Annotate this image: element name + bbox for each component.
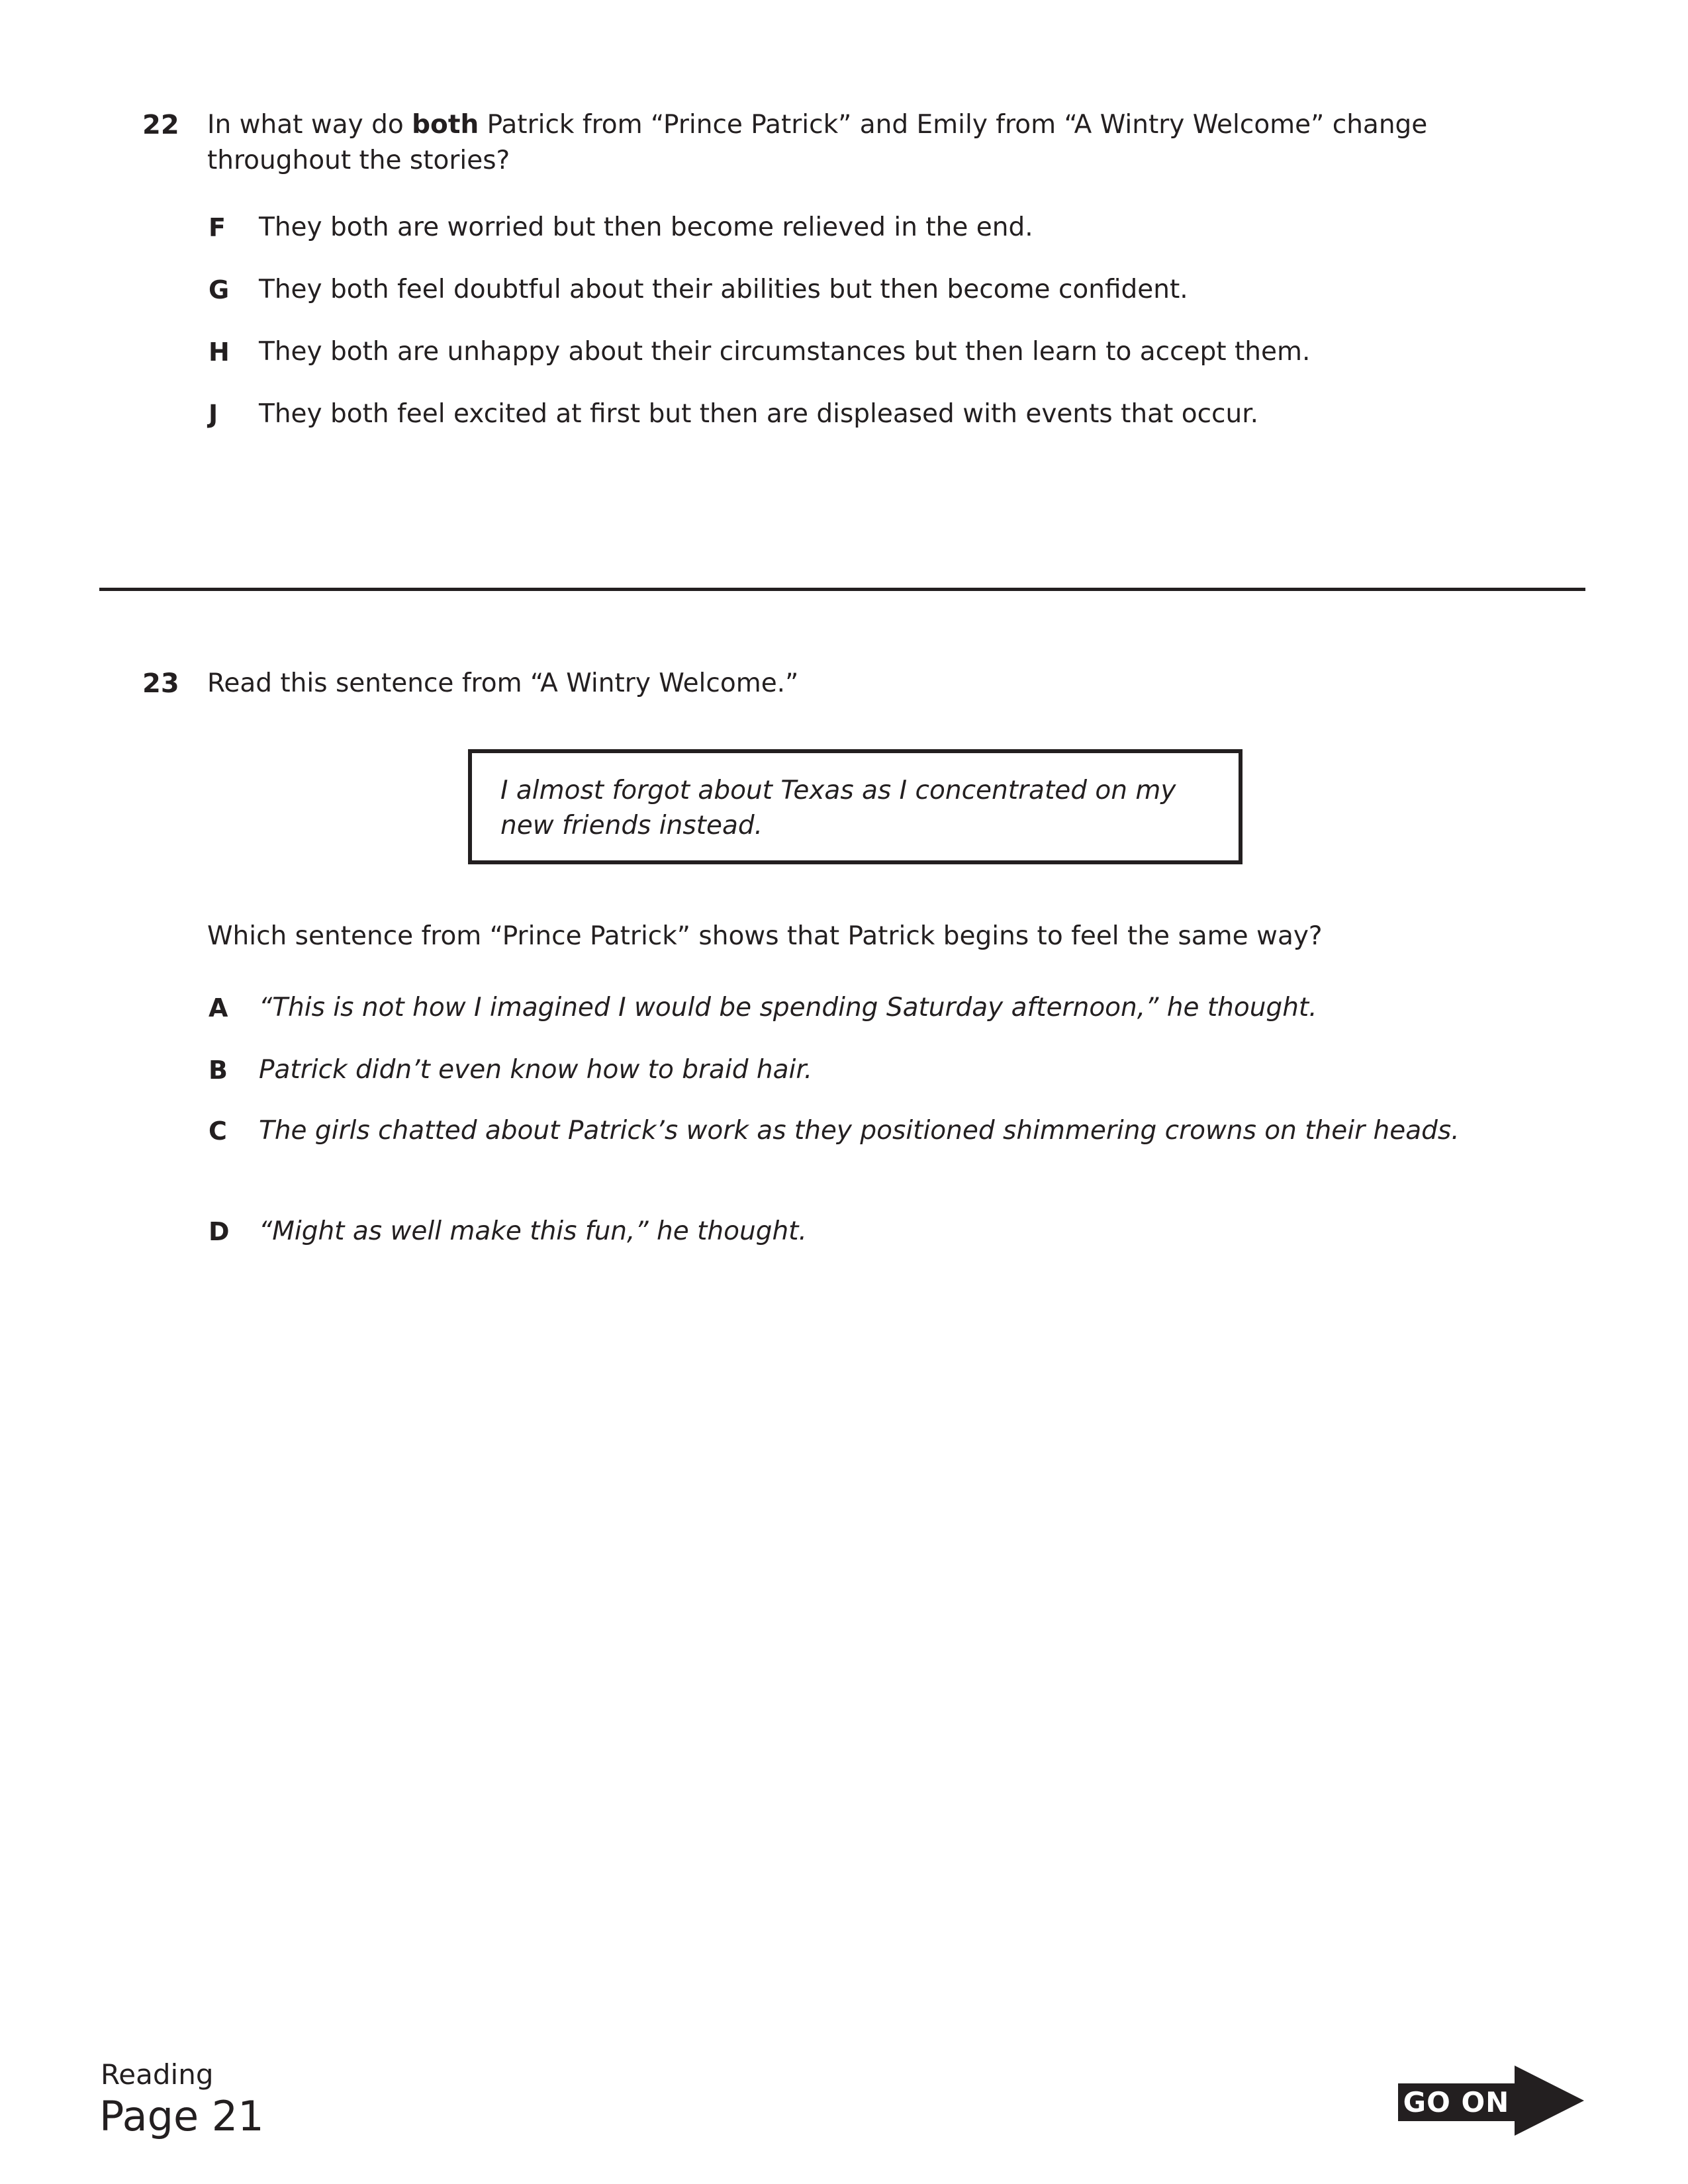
choice-row-f bbox=[209, 210, 1517, 246]
choice-row-a bbox=[209, 990, 1517, 1026]
choice-row-h bbox=[209, 334, 1517, 370]
section-divider bbox=[99, 588, 1585, 591]
choice-text-h: They both are unhappy about their circumstances but then learn to accept them. bbox=[259, 337, 1311, 367]
go-on-badge bbox=[1398, 2083, 1515, 2121]
choice-letter-a: A bbox=[209, 993, 228, 1023]
choice-text-j: They both feel excited at first but then are displeased with events that occur. bbox=[259, 399, 1259, 429]
choice-letter-d: D bbox=[209, 1217, 230, 1246]
choice-row-b bbox=[209, 1052, 1517, 1088]
choice-text-g: They both feel doubtful about their abilities but then become confident. bbox=[259, 275, 1188, 304]
question-23 bbox=[142, 666, 1531, 702]
choice-text-f: They both are worried but then become relieved in the end. bbox=[259, 212, 1033, 242]
choice-letter-h: H bbox=[209, 338, 230, 367]
question-23-stem: Which sentence from “Prince Patrick” shows that Patrick begins to feel the same way? bbox=[207, 921, 1323, 951]
choice-row-c bbox=[209, 1113, 1517, 1149]
go-on-arrow-icon bbox=[1515, 2066, 1584, 2136]
question-23-number: 23 bbox=[142, 668, 179, 699]
question-23-prompt: Read this sentence from “A Wintry Welcome.” bbox=[207, 668, 799, 698]
go-on-label: GO ON bbox=[1403, 2086, 1510, 2118]
question-22-prompt-post: Patrick from “Prince Patrick” and Emily from “A Wintry Welcome” change throughout the stories? bbox=[207, 110, 1428, 175]
question-22-prompt-pre: In what way do bbox=[207, 110, 412, 140]
choice-letter-b: B bbox=[209, 1056, 228, 1085]
choice-text-b: Patrick didn’t even know how to braid hair. bbox=[259, 1055, 813, 1085]
footer-subject-label: Reading bbox=[101, 2058, 214, 2091]
footer-page-label: Page 21 bbox=[99, 2092, 264, 2140]
quote-box bbox=[468, 749, 1243, 864]
choice-row-j bbox=[209, 396, 1517, 432]
choice-letter-c: C bbox=[209, 1116, 227, 1146]
question-22-prompt-bold: both bbox=[412, 110, 479, 140]
choice-text-c: The girls chatted about Patrick’s work as they positioned shimmering crowns on their heads. bbox=[259, 1116, 1460, 1146]
choice-text-d: “Might as well make this fun,” he thought. bbox=[259, 1216, 807, 1246]
choice-letter-g: G bbox=[209, 275, 230, 304]
quote-text: I almost forgot about Texas as I concentrated on my new friends instead. bbox=[500, 776, 1176, 841]
choice-row-g bbox=[209, 272, 1517, 308]
question-22-prompt bbox=[207, 107, 1531, 179]
choice-letter-j: J bbox=[209, 400, 218, 429]
question-22 bbox=[142, 107, 1531, 179]
question-22-number: 22 bbox=[142, 110, 179, 140]
choice-letter-f: F bbox=[209, 213, 226, 242]
choice-row-d bbox=[209, 1214, 1517, 1250]
choice-text-a: “This is not how I imagined I would be spending Saturday afternoon,” he thought. bbox=[259, 993, 1317, 1023]
